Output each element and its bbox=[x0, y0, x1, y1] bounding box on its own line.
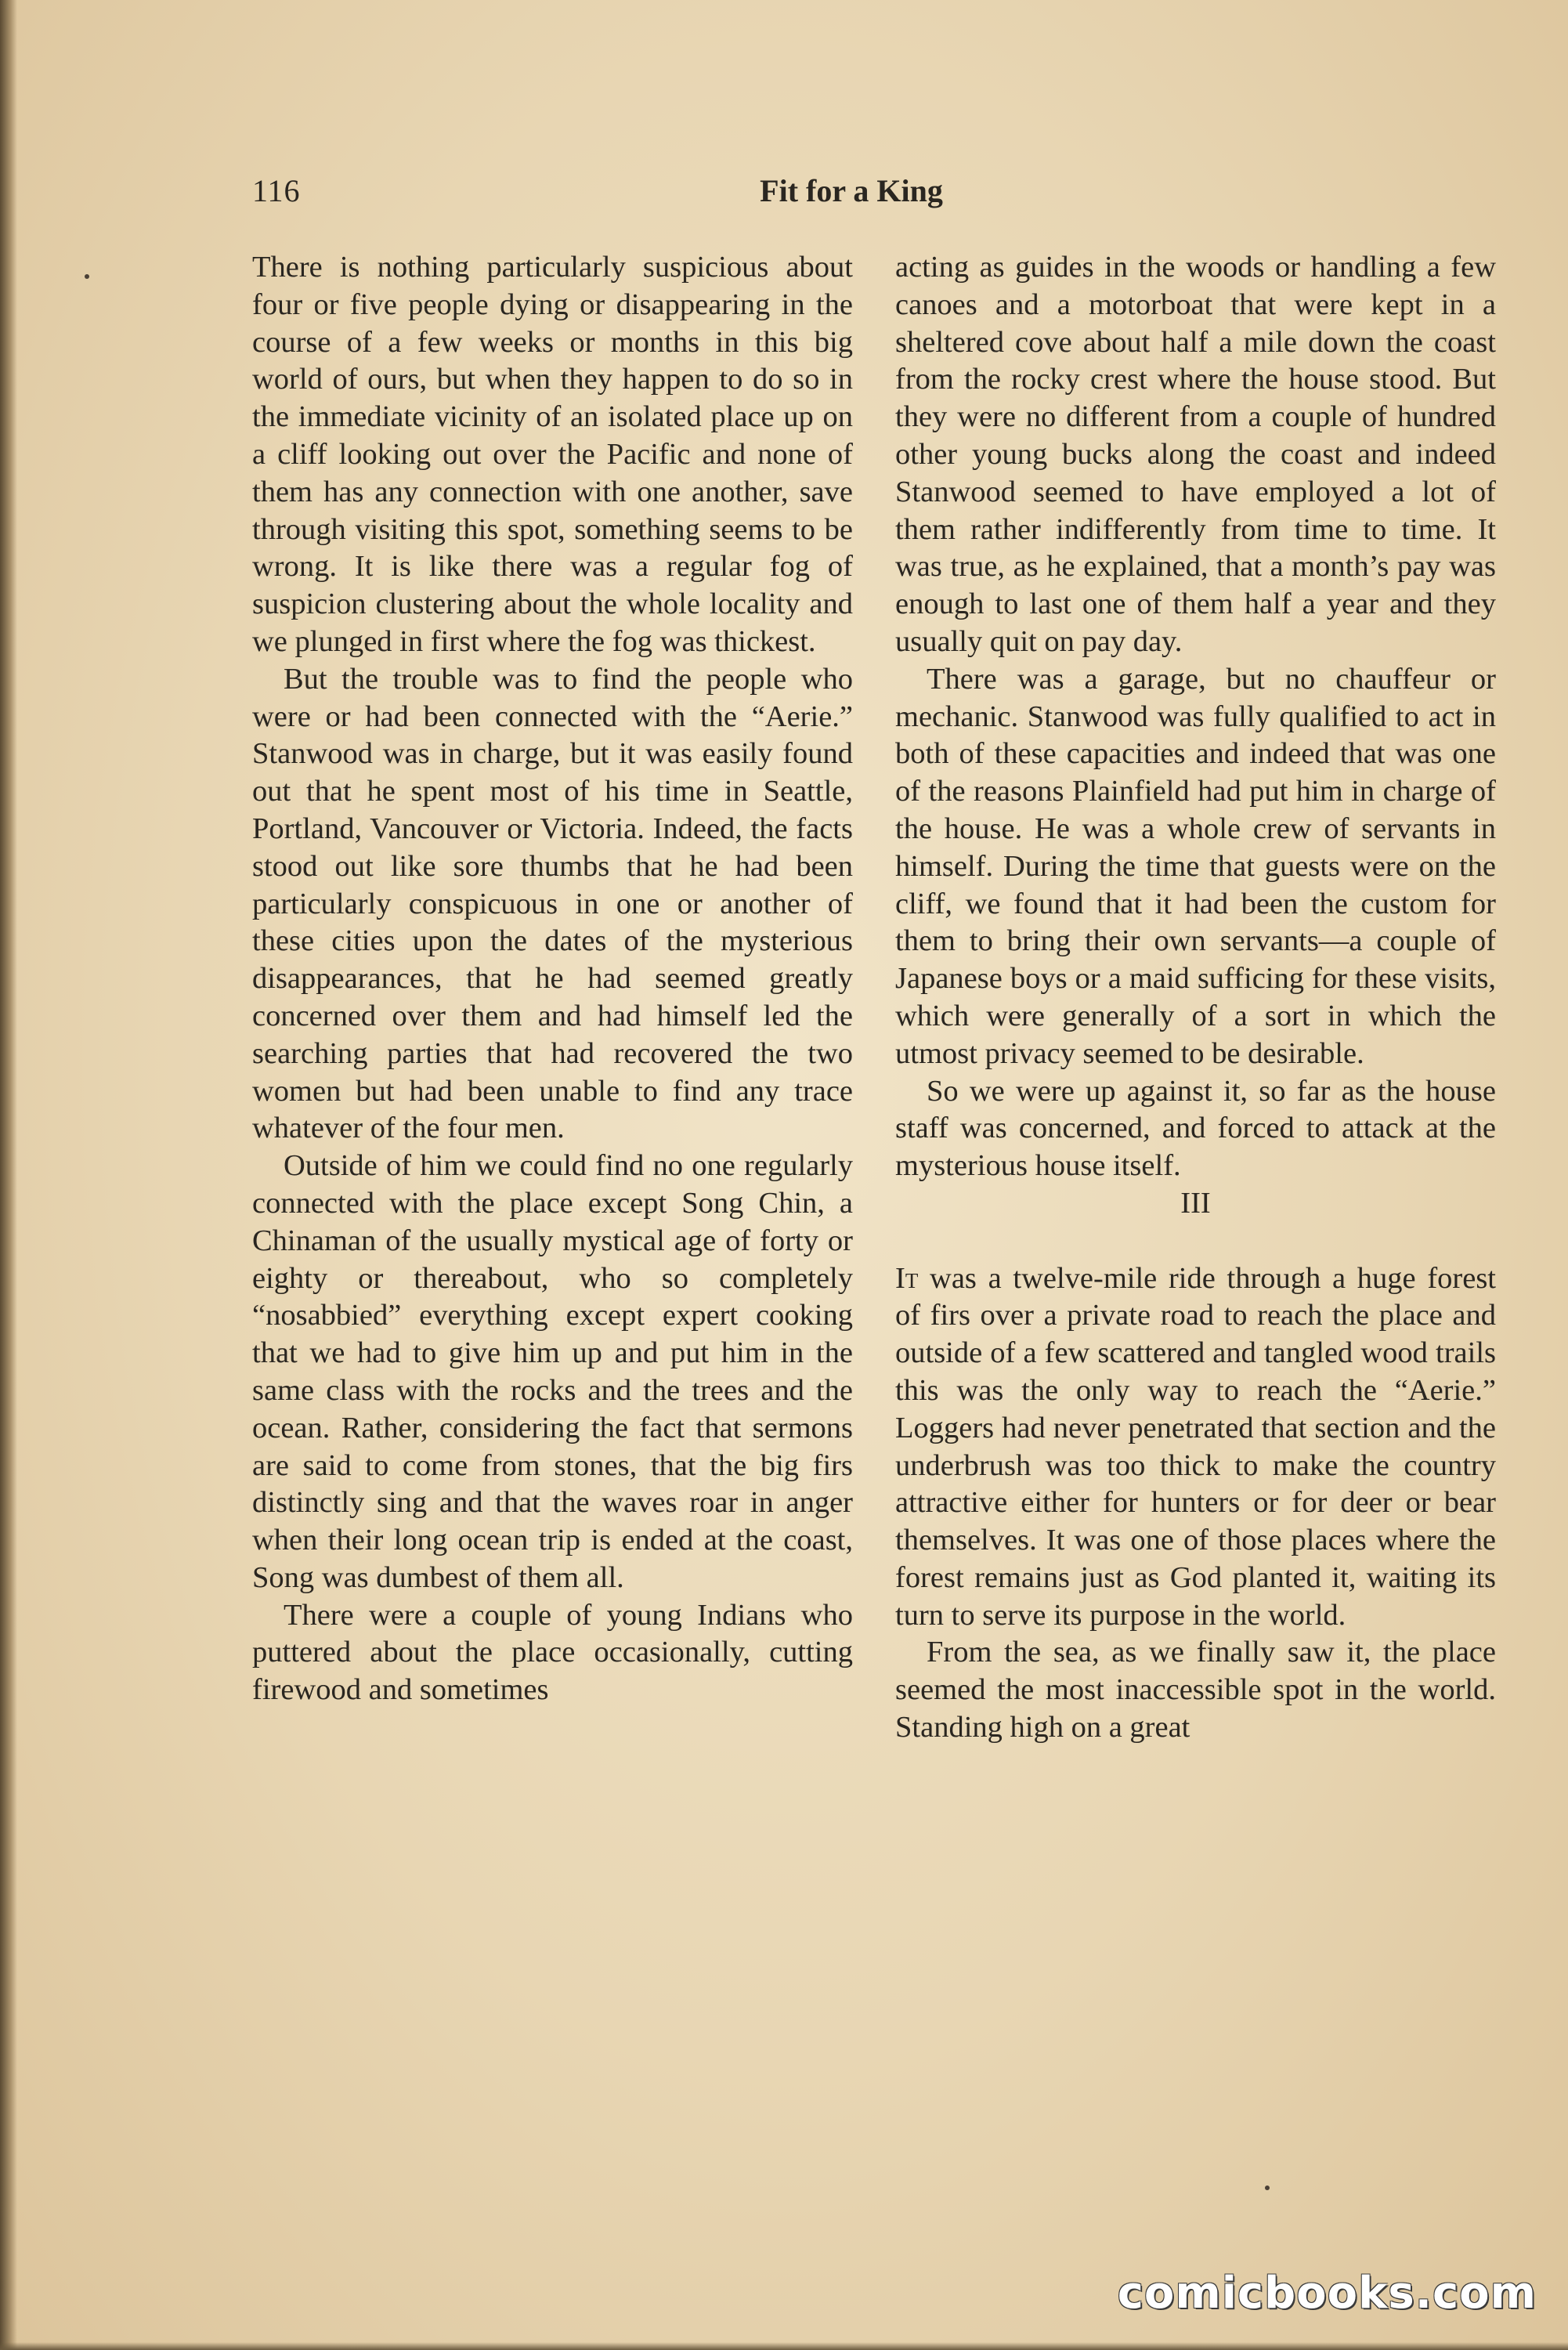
section-number: III bbox=[1180, 1186, 1211, 1220]
running-title: Fit for a King bbox=[760, 173, 943, 208]
left-column bbox=[252, 249, 853, 2113]
page-header bbox=[252, 172, 1325, 216]
paragraph: There was a garage, but no chauffeur or mechanic. Stanwood was fully qualified to act in both of these capacities and indeed that was one of the reasons Plainfield had put him in charge of the house. He was a whole crew of servants in himself. During the time that guests were on the cliff, we found that it had been the custom for them to bring their own servants—a couple of Japanese boys or a maid sufficing for these visits, which were generally of a sort in which the utmost privacy seemed to be desirable. bbox=[895, 662, 1496, 1070]
section-opening-word: It bbox=[895, 1261, 919, 1295]
page-bottom-edge bbox=[0, 2342, 1568, 2350]
paragraph: There were a couple of young Indians who puttered about the place occasionally, cutting firewood and sometimes bbox=[252, 1598, 853, 1707]
paragraph: So we were up against it, so far as the house staff was concerned, and forced to attack at the mysterious house itself. bbox=[895, 1074, 1496, 1183]
page-number: 116 bbox=[252, 173, 301, 208]
page-left-edge bbox=[0, 0, 17, 2350]
print-speck bbox=[85, 274, 89, 279]
paragraph: But the trouble was to find the people who were or had been connected with the “Aerie.” Stanwood was in charge, but it was easily found out that he spent most of his time in Seattle, Portland, Vancouver or Victoria. Indeed, the facts stood out like sore thumbs that he had been particularly conspicuous in one or another of these cities upon the dates of the mysterious disappearances, that he had seemed greatly concerned over them and had himself led the searching parties that had recovered the two women but had been unable to find any trace whatever of the four men. bbox=[252, 662, 853, 1145]
section-opening-text: was a twelve-mile ride through a huge forest of firs over a private road to reach the place and outside of a few scattered and tangled wood trails this was the only way to reach the “Aerie.” Loggers had never penetrated that section and the underbrush was too thick to make the country attractive either for hunters or for deer or bear themselves. It was one of those places where the forest remains just as God planted it, waiting its turn to serve its purpose in the world. bbox=[895, 1261, 1496, 1632]
right-column bbox=[895, 249, 1496, 2113]
section-opening-paragraph bbox=[895, 1260, 1496, 1635]
watermark-logo: comicbooks.com bbox=[1117, 2268, 1537, 2319]
paragraph: Outside of him we could find no one regularly connected with the place except Song Chin, a Chinaman of the usually mystical age of forty or eighty or thereabout, who so completely “nosabbied” everything except expert cooking that we had to give him up and put him in the same class with the rocks and the trees and the ocean. Rather, considering the fact that sermons are said to come from stones, that the big firs distinctly sing and that the waves roar in anger when their long ocean trip is ended at the coast, Song was dumbest of them all. bbox=[252, 1149, 853, 1594]
paragraph: There is nothing particularly suspicious about four or five people dying or disappearing in the course of a few weeks or months in this big world of ours, but when they happen to do so in the immediate vicinity of an isolated place up on a cliff looking out over the Pacific and none of them has any connection with one another, save through visiting this spot, something seems to be wrong. It is like there was a regular fog of suspicion clustering about the whole locality and we plunged in first where the fog was thickest. bbox=[252, 251, 853, 658]
paragraph: acting as guides in the woods or handling a few canoes and a motorboat that were kept in a sheltered cove about half a mile down the coast from the rocky crest where the house stood. But they were no different from a couple of hundred other young bucks along the coast and indeed Stanwood seemed to have employed a lot of them rather indifferently from time to time. It was true, as he explained, that a month’s pay was enough to last one of them half a year and they usually quit on pay day. bbox=[895, 251, 1496, 658]
print-speck bbox=[1265, 2186, 1270, 2190]
paragraph: From the sea, as we finally saw it, the place seemed the most inaccessible spot in the world. Standing high on a great bbox=[895, 1636, 1496, 1744]
